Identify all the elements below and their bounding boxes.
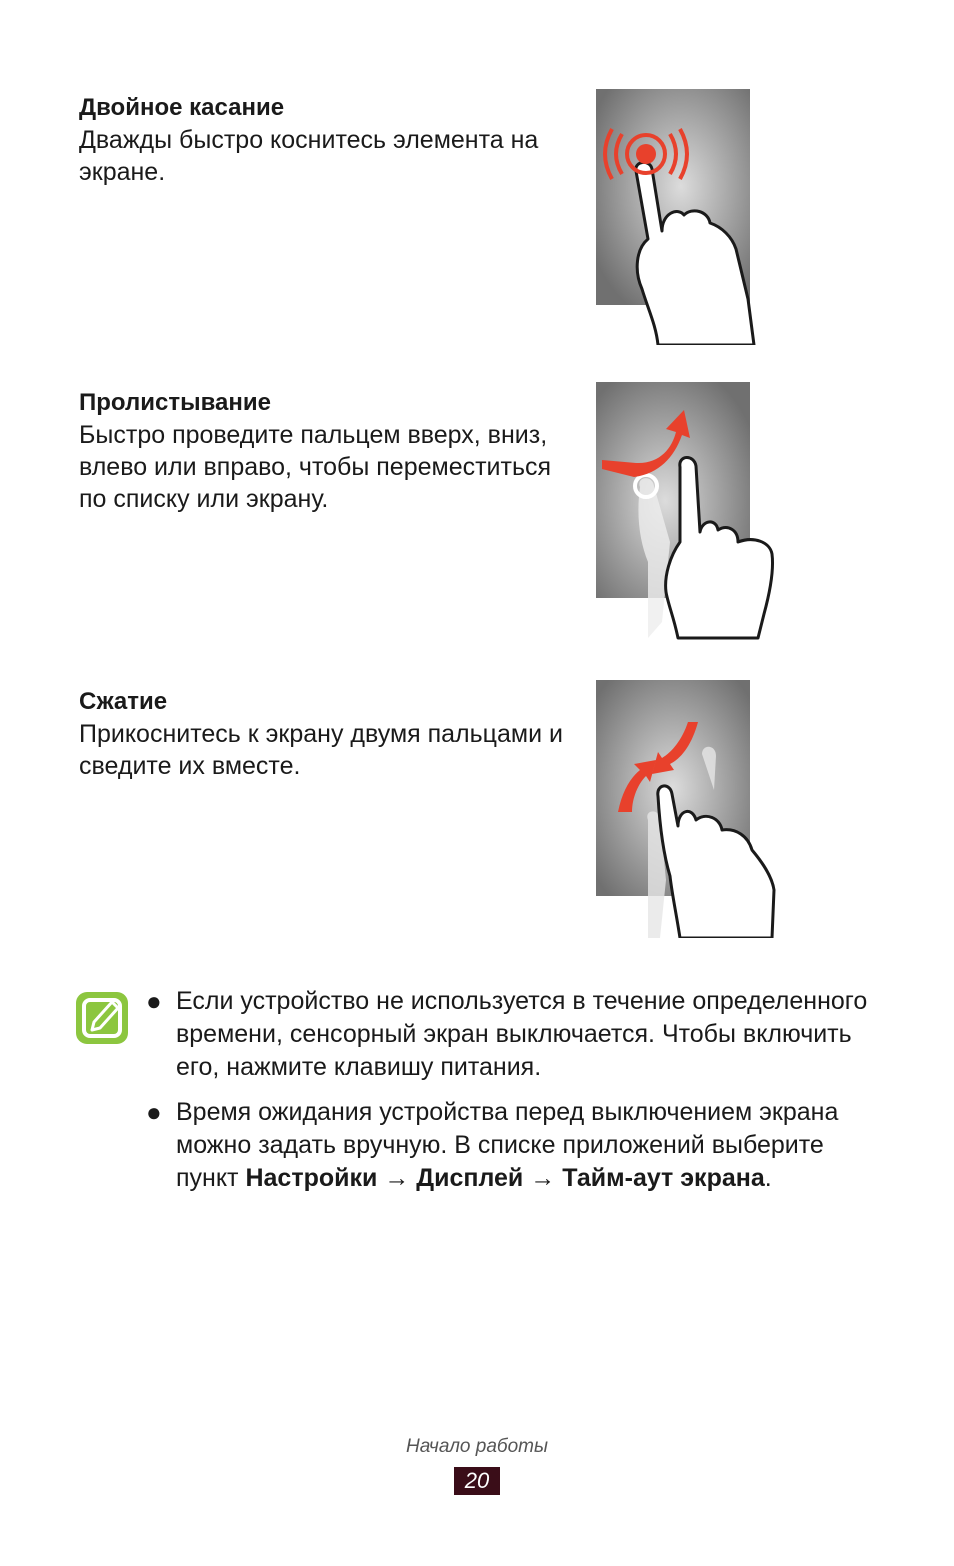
gesture-pinch (79, 686, 579, 782)
bullet-icon: ● (146, 1097, 162, 1127)
arrow-icon: → (377, 1164, 417, 1192)
touch-point-icon (636, 144, 656, 164)
bullet-icon: ● (146, 986, 162, 1016)
pinch-illustration (596, 680, 776, 938)
note-item (140, 1096, 880, 1195)
section-title: Двойное касание (79, 94, 285, 121)
flick-illustration (596, 382, 776, 642)
notes-list (140, 985, 880, 1207)
double-tap-illustration (596, 89, 756, 345)
arrow-icon: → (523, 1164, 563, 1192)
note-text: . (764, 1164, 772, 1192)
note-text: Время ожидания устройства перед выключением экрана можно задать вручную. В списке приложений выберите пункт (176, 1098, 839, 1192)
note-icon (74, 990, 130, 1046)
section-title: Сжатие (79, 688, 168, 715)
gesture-double-tap (79, 92, 579, 188)
note-item (140, 985, 880, 1084)
section-title: Пролистывание (79, 389, 271, 416)
note-text: Если устройство не используется в течение определенного времени, сенсорный экран выключается. Чтобы включить его, нажмите клавишу питания. (176, 987, 868, 1081)
section-description: Дважды быстро коснитесь элемента на экране. (79, 126, 539, 186)
gesture-flick (79, 387, 579, 515)
page-number: 20 (454, 1467, 500, 1495)
menu-path-display: Дисплей (416, 1164, 524, 1192)
section-description: Быстро проведите пальцем вверх, вниз, влево или вправо, чтобы переместиться по списку или экрану. (79, 421, 552, 513)
menu-path-screen-timeout: Тайм-аут экрана (562, 1164, 765, 1192)
menu-path-settings: Настройки (245, 1164, 378, 1192)
section-description: Прикоснитесь к экрану двумя пальцами и сведите их вместе. (79, 720, 563, 780)
footer-section-label: Начало работы (406, 1436, 548, 1457)
